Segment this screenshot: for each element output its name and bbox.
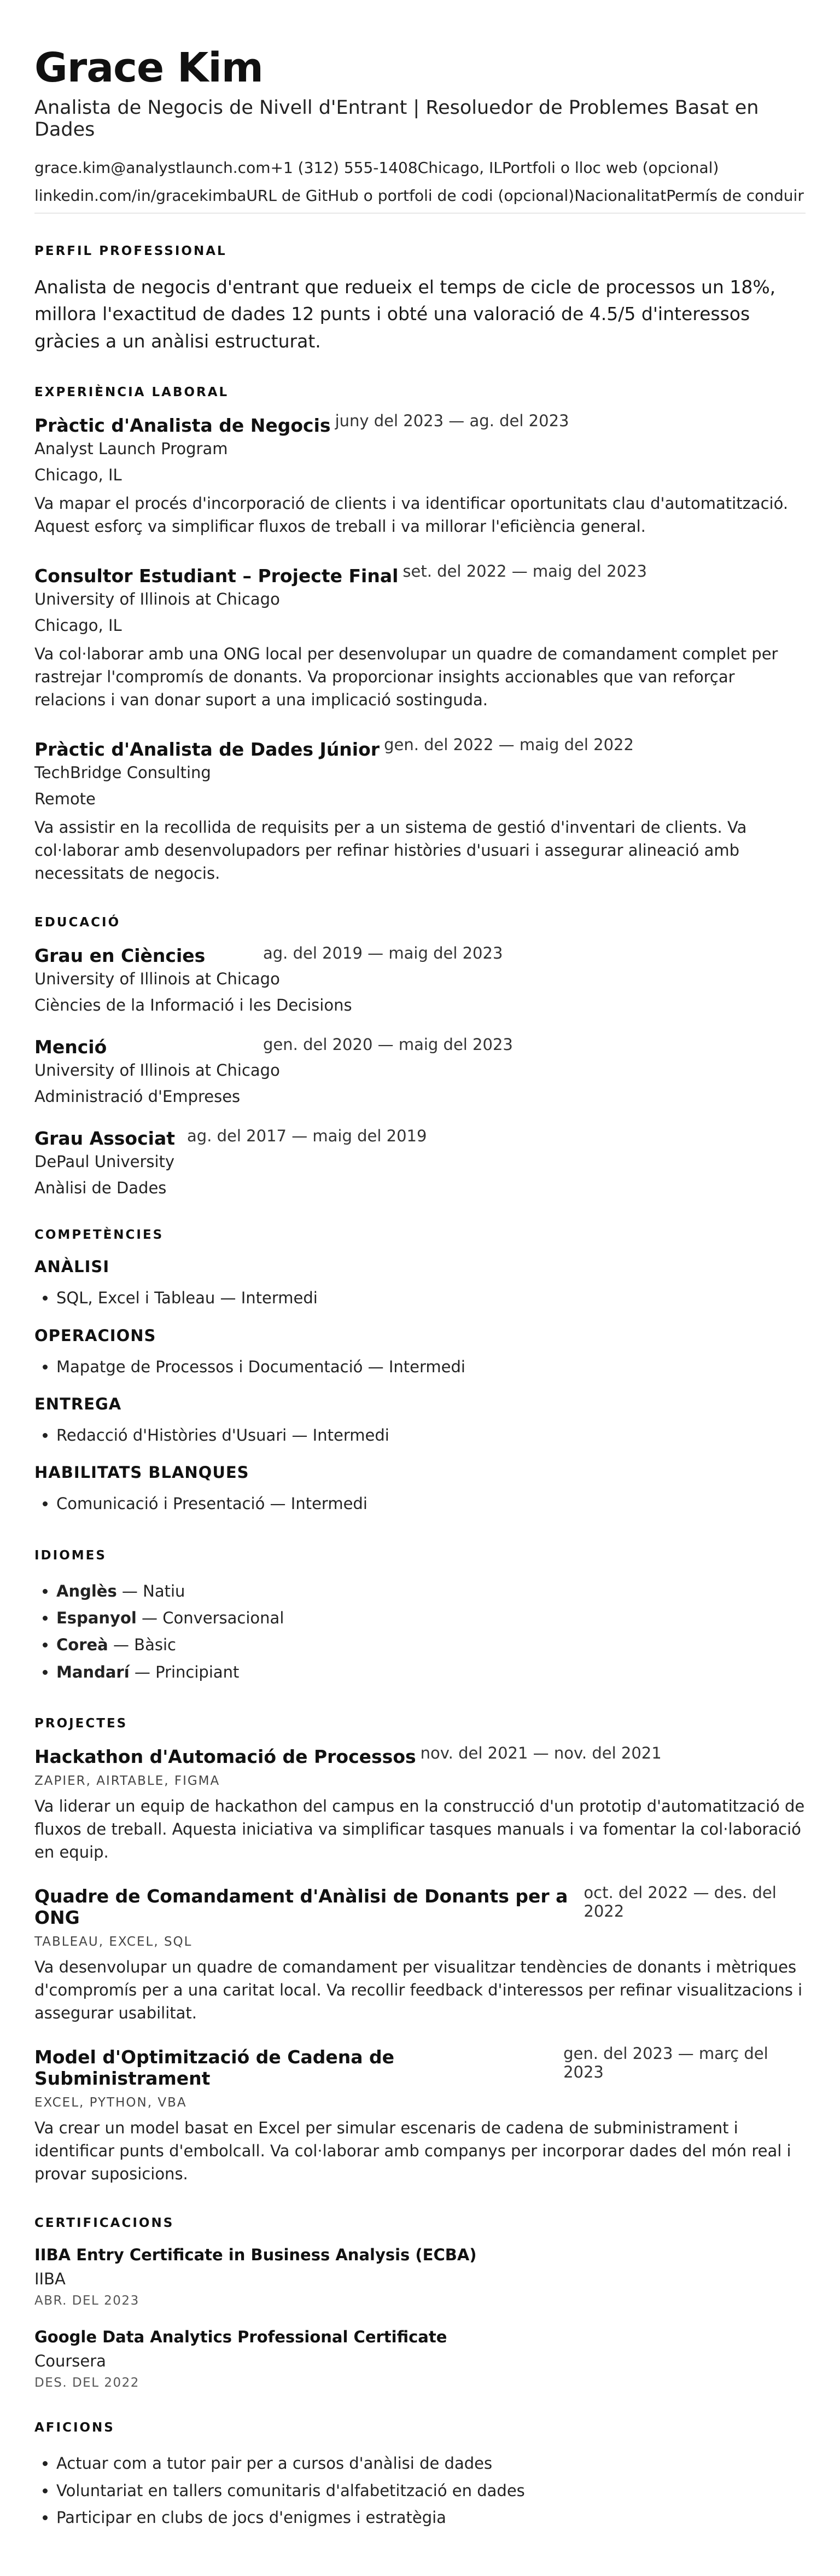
candidate-name: Grace Kim [34, 44, 263, 91]
project-dates: oct. del 2022 — des. del 2022 [584, 1883, 777, 1921]
project-title: Quadre de Comandament d'Anàlisi de Donants per a ONG [34, 1885, 568, 1928]
project-title: Hackathon d'Automació de Processos [34, 1745, 416, 1767]
section-title: PERFIL PROFESSIONAL [34, 243, 227, 258]
education-entry [34, 1036, 806, 1106]
contact-github[interactable]: URL de GitHub o portfoli de codi (opcional) [246, 186, 575, 205]
education-section [34, 915, 806, 1197]
language-name: Mandarí [56, 1662, 130, 1681]
project-tech: ZAPIER, AIRTABLE, FIGMA [34, 1773, 220, 1788]
job-title: Pràctic d'Analista de Dades Júnior [34, 739, 380, 761]
language-level: — Conversacional [136, 1608, 284, 1627]
language-name: Espanyol [56, 1608, 137, 1627]
job-dates: set. del 2022 — maig del 2023 [402, 562, 647, 581]
project-description: Va crear un model basat en Excel per simular escenaris de cadena de subministrament i identificar punts d'embolcall. Va col·laborar amb companys per incorporar dades del món real i provar suposicions. [34, 2119, 791, 2184]
skill-item: • Mapatge de Processos i Documentació — Intermedi [56, 1354, 806, 1380]
degree-title: Grau Associat [34, 1128, 176, 1150]
project-description: Va desenvolupar un quadre de comandament per visualitzar tendències de donants i mètriques d'compromís per a una caritat local. Va recollir feedback d'interessos per refinar visualitzacions i assegurar usabilitat. [34, 1957, 803, 2023]
project-entry [34, 1743, 806, 1864]
skill-item: • Comunicació i Presentació — Intermedi [56, 1490, 806, 1517]
contact-row-2 [34, 185, 806, 207]
section-title: PROJECTES [34, 1716, 128, 1731]
job-location: Remote [34, 790, 96, 809]
certification-issuer: Coursera [34, 2352, 106, 2371]
job-location: Chicago, IL [34, 616, 122, 635]
skill-category: HABILITATS BLANQUES [34, 1463, 249, 1482]
section-title: IDIOMES [34, 1548, 107, 1563]
certification-date: ABR. DEL 2023 [34, 2294, 139, 2308]
skill-item: • Redacció d'Històries d'Usuari — Intermedi [56, 1422, 806, 1449]
experience-entry [34, 735, 806, 885]
hobby-item: • Participar en clubs de jocs d'enigmes i estratègia [56, 2504, 806, 2531]
degree-dates: gen. del 2020 — maig del 2023 [263, 1035, 513, 1054]
contact-location: Chicago, IL [417, 159, 502, 177]
project-entry [34, 2046, 806, 2185]
school-name: University of Illinois at Chicago [34, 970, 280, 989]
project-tech: TABLEAU, EXCEL, SQL [34, 1934, 192, 1949]
experience-entry [34, 562, 806, 711]
certification-name: IIBA Entry Certificate in Business Analysis (ECBA) [34, 2246, 477, 2265]
project-dates: nov. del 2021 — nov. del 2021 [420, 1743, 662, 1762]
experience-entry [34, 411, 806, 538]
language-level: — Natiu [116, 1581, 185, 1600]
job-dates: gen. del 2022 — maig del 2022 [384, 735, 634, 755]
degree-dates: ag. del 2017 — maig del 2019 [187, 1127, 427, 1146]
certification-entry [34, 2328, 806, 2390]
skill-category: OPERACIONS [34, 1326, 156, 1345]
hobbies-section [34, 2421, 806, 2531]
section-title: AFICIONS [34, 2421, 115, 2435]
project-dates: gen. del 2023 — març del 2023 [563, 2044, 768, 2082]
job-company: University of Illinois at Chicago [34, 590, 280, 609]
skill-category: ANÀLISI [34, 1257, 110, 1277]
language-level: — Principiant [129, 1662, 240, 1681]
contact-row-1 [34, 157, 806, 179]
language-name: Coreà [56, 1635, 108, 1655]
degree-field: Anàlisi de Dades [34, 1179, 167, 1198]
section-title: EXPERIÈNCIA LABORAL [34, 385, 229, 400]
section-title: COMPETÈNCIES [34, 1228, 164, 1243]
degree-field: Ciències de la Informació i les Decisions [34, 996, 352, 1015]
job-dates: juny del 2023 — ag. del 2023 [335, 411, 569, 431]
school-name: DePaul University [34, 1152, 175, 1171]
summary-text: Analista de negocis d'entrant que redueix el temps de cicle de processos un 18%, millora l'exactitud de dades 12 punts i obté una valoració de 4.5/5 d'interessos gràcies a un anàlisi estructurat. [34, 276, 776, 352]
certification-entry [34, 2246, 806, 2308]
skill-item: • SQL, Excel i Tableau — Intermedi [56, 1285, 806, 1312]
candidate-headline: Analista de Negocis de Nivell d'Entrant | Resoluedor de Problemes Basat en Dades [34, 97, 759, 141]
degree-dates: ag. del 2019 — maig del 2023 [263, 944, 503, 963]
education-entry [34, 945, 806, 1014]
project-tech: EXCEL, PYTHON, VBA [34, 2096, 187, 2110]
job-location: Chicago, IL [34, 466, 122, 485]
job-description: Va assistir en la recollida de requisits per a un sistema de gestió d'inventari de clients. Va col·laborar amb desenvolupadors per refinar històries d'usuari i assegurar alineació amb necessitats de negocis. [34, 818, 747, 883]
language-item [56, 1605, 806, 1632]
contact-linkedin[interactable]: linkedin.com/in/gracekimba [34, 186, 247, 205]
language-level: — Bàsic [108, 1635, 176, 1655]
language-item [56, 1659, 806, 1686]
job-title: Consultor Estudiant – Projecte Final [34, 565, 399, 587]
language-item [56, 1632, 806, 1658]
certification-issuer: IIBA [34, 2270, 66, 2289]
degree-title: Menció [34, 1036, 107, 1058]
job-company: TechBridge Consulting [34, 763, 211, 782]
certifications-section [34, 2216, 806, 2390]
education-entry [34, 1128, 806, 1197]
certification-name: Google Data Analytics Professional Certificate [34, 2328, 447, 2347]
language-item [56, 1578, 806, 1605]
section-title: EDUCACIÓ [34, 915, 121, 930]
section-title: CERTIFICACIONS [34, 2216, 174, 2231]
skills-section [34, 1228, 806, 1517]
project-description: Va liderar un equip de hackathon del campus en la construcció d'un prototip d'automatització de fluxos de treball. Aquesta iniciativa va simplificar tasques manuals i va fomentar la col·laboració en equip. [34, 1796, 805, 1861]
school-name: University of Illinois at Chicago [34, 1061, 280, 1080]
experience-section [34, 385, 806, 885]
hobby-item: • Voluntariat en tallers comunitaris d'alfabetització en dades [56, 2478, 806, 2504]
certification-date: DES. DEL 2022 [34, 2376, 139, 2391]
contact-portfolio[interactable]: Portfoli o lloc web (opcional) [501, 159, 719, 177]
job-company: Analyst Launch Program [34, 439, 228, 459]
hobby-item: • Actuar com a tutor pair per a cursos d'anàlisi de dades [56, 2450, 806, 2477]
degree-title: Grau en Ciències [34, 945, 206, 967]
job-description: Va col·laborar amb una ONG local per desenvolupar un quadre de comandament complet per rastrejar l'compromís de donants. Va proporcionar insights accionables que van reforçar relacions i van donar suport a una implicació sostinguda. [34, 645, 778, 710]
project-title: Model d'Optimització de Cadena de Subministrament [34, 2046, 395, 2090]
skill-category: ENTREGA [34, 1395, 122, 1414]
contact-email[interactable]: grace.kim@analystlaunch.com [34, 159, 271, 177]
job-title: Pràctic d'Analista de Negocis [34, 415, 331, 437]
contact-phone[interactable]: +1 (312) 555-1408 [270, 159, 418, 177]
degree-field: Administració d'Empreses [34, 1087, 241, 1106]
projects-section [34, 1716, 806, 2185]
languages-section [34, 1548, 806, 1686]
contact-nationality: Nacionalitat [574, 186, 667, 205]
job-description: Va mapar el procés d'incorporació de clients i va identificar oportunitats clau d'automatització. Aquest esforç va simplificar fluxos de treball i va millorar l'eficiència general. [34, 494, 789, 536]
contact-driving-license: Permís de conduir [666, 186, 804, 205]
resume-header [34, 46, 806, 213]
project-entry [34, 1885, 806, 2024]
language-name: Anglès [56, 1581, 117, 1600]
summary-section [34, 244, 806, 355]
